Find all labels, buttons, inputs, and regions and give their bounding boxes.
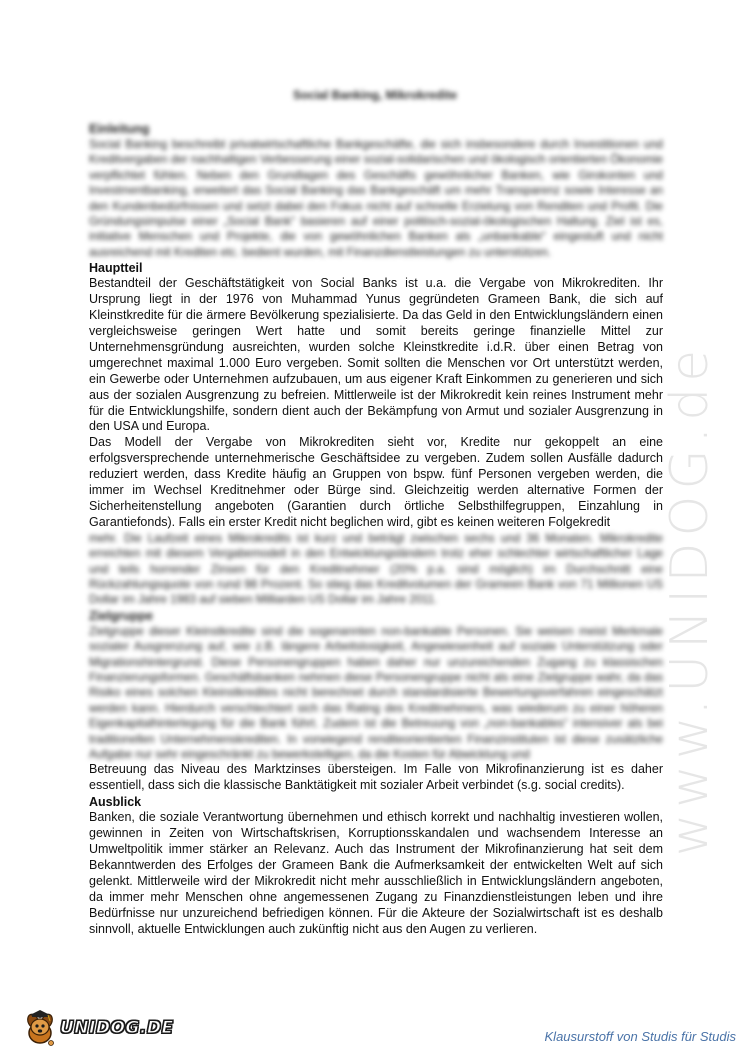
footer-tagline: Klausurstoff von Studis für Studis bbox=[544, 1029, 736, 1044]
paragraph-hauptteil-1: Bestandteil der Geschäftstätigkeit von Social Banks ist u.a. die Vergabe von Mikrokrediten. Ihr Ursprung liegt in der 1976 von Muhammad Yunus gegründeten Grameen Bank, die sich auf Kleinstkredite für die ärmere Bevölkerung spezialisierte. Da das Geld in den Entwicklungsländern einen vergleichsweise geringen Wert hatte und somit bereits geringe finanzielle Mittel zur Unternehmensgründung ausreichten, wurden solche Kleinstkredite i.d.R. über einen Betrag von umgerechnet maximal 1.000 Euro vergeben. Somit sollten die Menschen vor Ort unterstützt werden, ein Gewerbe oder Unternehmen aufzubauen, um aus eigener Kraft Einkommen zu generieren und sich aus der sozialen Ausgrenzung zu befreien. Mittlerweile ist der Mikrokredit kein reines Instrument mehr für die Entwicklungshilfe, sondern dient auch der Bekämpfung von Armut und sozialer Ausgrenzung in den USA und Europa. bbox=[89, 276, 663, 434]
paragraph-zielgruppe-clear: Betreuung das Niveau des Marktzinses übersteigen. Im Falle von Mikrofinanzierung ist es daher essentiell, dass sich die klassische Banktätigkeit mit sozialer Arbeit verbindet (s.g. social credits). bbox=[89, 762, 663, 793]
watermark-text: www.UNIDOG.de bbox=[660, 343, 720, 857]
dog-icon bbox=[22, 1009, 58, 1047]
unidog-logo[interactable] bbox=[22, 1008, 174, 1048]
heading-zielgruppe: Zielgruppe bbox=[89, 608, 153, 623]
paragraph-hauptteil-2: Das Modell der Vergabe von Mikrokrediten sieht vor, Kredite nur gekoppelt an eine erfolgsversprechende unternehmerische Geschäftsidee zu vergeben. Zudem sollen Ausfälle dadurch reduziert werden, dass Kredite häufig an Gruppen von bspw. fünf Personen vergeben werden, die immer im Wechsel Kreditnehmer oder Bürge sind. Gleichzeitig werden alternative Formen der Sicherheitenstellung angeboten (Garantien durch örtliche Selbsthilfegruppen, Einzahlung in Garantiefonds). Falls ein erster Kredit nicht beglichen wird, gibt es keinen weiteren Folgekredit bbox=[89, 435, 663, 529]
document-title: Social Banking, Mikrokredite bbox=[292, 88, 458, 102]
logo-text: UNIDOG.DE bbox=[60, 1018, 174, 1038]
heading-hauptteil: Hauptteil bbox=[89, 261, 143, 276]
document-body bbox=[89, 121, 663, 938]
paragraph-zielgruppe-blurred: Zielgruppe dieser Kleinstkredite sind die sogenannten non-bankable Personen. Sie weisen meist Merkmale sozialer Ausgrenzung auf, wie z.B. längere Arbeitslosigkeit, Angewiesenheit auf soziale Unterstützung oder Migrationshintergrund. Diese Personengruppen haben daher nur unzureichenden Zugang zu klassischen Finanzierungsformen. Geschäftsbanken nehmen diese Personengruppe nicht als eine Zielgruppe wahr, da das Risiko eines solchen Kleinstkredites nicht berechnet durch standardisierte Bewertungsverfahren eingeschätzt werden kann. Hierdurch verschlechtert sich das Rating des Kreditnehmers, was wiederum zu einer höheren Eigenkapitalhinterlegung für die Bank führt. Zudem ist die Betreuung von „non-bankables“ intensiver als bei traditionellen Unternehmenskrediten. In vorwiegend renditeorientierten Finanzinstituten ist diese zusätzliche Aufgabe nur sehr eingeschränkt zu bewerkstelligen, da die Kosten für Abwicklung und bbox=[89, 624, 663, 762]
paragraph-ausblick: Banken, die soziale Verantwortung übernehmen und ethisch korrekt und nachhaltig investieren wollen, gewinnen in Zeiten von Wirtschaftskrisen, Korruptionsskandalen und wachsendem Interesse an Umweltpolitik immer stärker an Relevanz. Auch das Instrument der Mikrofinanzierung hat seit dem Bekanntwerden des Erfolges der Grameen Bank die Aufmerksamkeit der entwickelten Welt auf sich gelenkt. Mittlerweile wird der Mikrokredit nicht mehr ausschließlich in Entwicklungsländern angeboten, da immer mehr Menschen ohne angemessenen Zugang zu Finanzdienstleistungen leben und ihre Bedürfnisse nur unzureichend befriedigen können. Für die Akteure der Sozialwirtschaft ist es deshalb sinnvoll, aktuelle Entwicklungen auch zukünftig nicht aus den Augen zu verlieren. bbox=[89, 810, 663, 936]
paragraph-einleitung: Social Banking beschreibt privatwirtschaftliche Bankgeschäfte, die sich insbesondere durch Investitionen und Kreditvergaben der nachhaltigen Verbesserung einer sozial-solidarischen und ökologisch orientierten Ökonomie verpflichtet fühlen. Neben den Grundlagen des Geschäfts gewöhnlicher Banken, wie Girokonten und Investmentbanking, erweitert das Social Banking das Bankgeschäft um mehr Transparenz sowie Interesse an den Kundenbedürfnissen und setzt dabei den Fokus nicht auf schnelle Erzielung von Renditen und Profit. Die Gründungsimpulse einer „Social Bank“ basieren auf einer politisch-sozial-ökologischen Haltung. Ziel ist es, initiative Menschen und Projekte, die von gewöhnlichen Banken als „unbankable“ eingestuft und nicht ausreichend mit Krediten etc. bedient wurden, mit Finanzdienstleistungen zu unterstützen. bbox=[89, 138, 663, 259]
heading-einleitung: Einleitung bbox=[89, 122, 150, 136]
paragraph-hauptteil-2-blurred: mehr. Die Laufzeit eines Mikrokredits ist kurz und beträgt zwischen sechs und 36 Monaten. Mikrokredite erreichten mit diesem Vergabemodell in den Entwicklungsländern trotz eher schlechter wirtschaftlicher Lage und teils horrender Zinsen für den Kreditnehmer (20% p.a. sind möglich) im Durchschnitt eine Rückzahlungsquote von rund 98 Prozent. So stieg das Kreditvolumen der Grameen Bank von 71 Millionen US Dollar im Jahre 1983 auf sieben Milliarden US Dollar im Jahre 2011. bbox=[89, 531, 663, 607]
heading-ausblick: Ausblick bbox=[89, 795, 142, 810]
